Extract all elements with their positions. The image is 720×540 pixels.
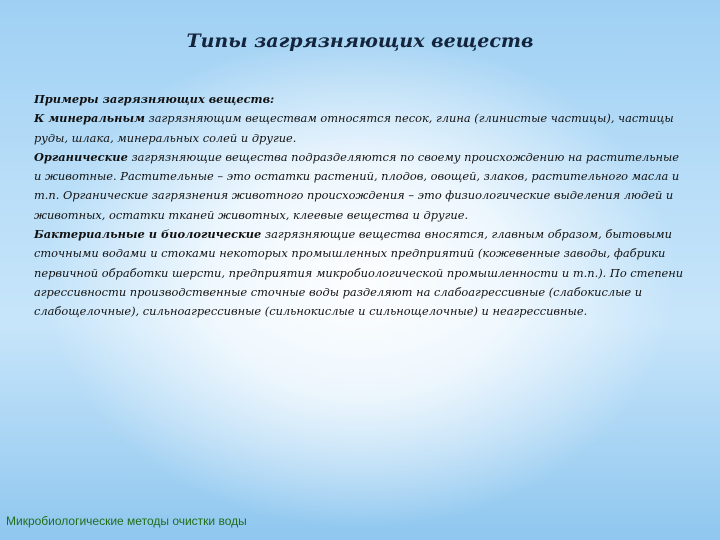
bio-paragraph bbox=[34, 225, 684, 321]
slide-content bbox=[34, 90, 684, 322]
organic-text: загрязняющие вещества подразделяются по своему происхождению на растительные и животные. Растительные – это остатки растений, плодов, овощей, злаков, растительного масла и т.п. Органические загрязнения животного происхождения – это физиологические выделения людей и животных, остатки тканей животных, клеевые вещества и другие. bbox=[34, 149, 680, 222]
mineral-term: К минеральным bbox=[34, 111, 145, 126]
bio-term: Бактериальные и биологические bbox=[34, 227, 262, 242]
slide-footer: Микробиологические методы очистки воды bbox=[6, 514, 247, 528]
mineral-paragraph bbox=[34, 109, 684, 148]
examples-heading-text: Примеры загрязняющих веществ: bbox=[34, 92, 275, 106]
slide-title: Типы загрязняющих веществ bbox=[186, 30, 534, 52]
examples-heading bbox=[34, 90, 684, 109]
organic-paragraph bbox=[34, 148, 684, 225]
mineral-text: загрязняющим веществам относятся песок, глина (глинистые частицы), частицы руды, шлака, минеральных солей и другие. bbox=[34, 111, 674, 145]
bio-text: загрязняющие вещества вносятся, главным образом, бытовыми сточными водами и стоками некоторых промышленных предприятий (кожевенные заводы, фабрики первичной обработки шерсти, предприятия микробиологической промышленности и т.п.). По степени агрессивности производственные сточные воды разделяют на слабоагрессивные (слабокислые и слабощелочные), сильноагрессивные (сильнокислые и сильнощелочные) и неагрессивные. bbox=[34, 227, 684, 319]
organic-term: Органические bbox=[34, 149, 128, 164]
